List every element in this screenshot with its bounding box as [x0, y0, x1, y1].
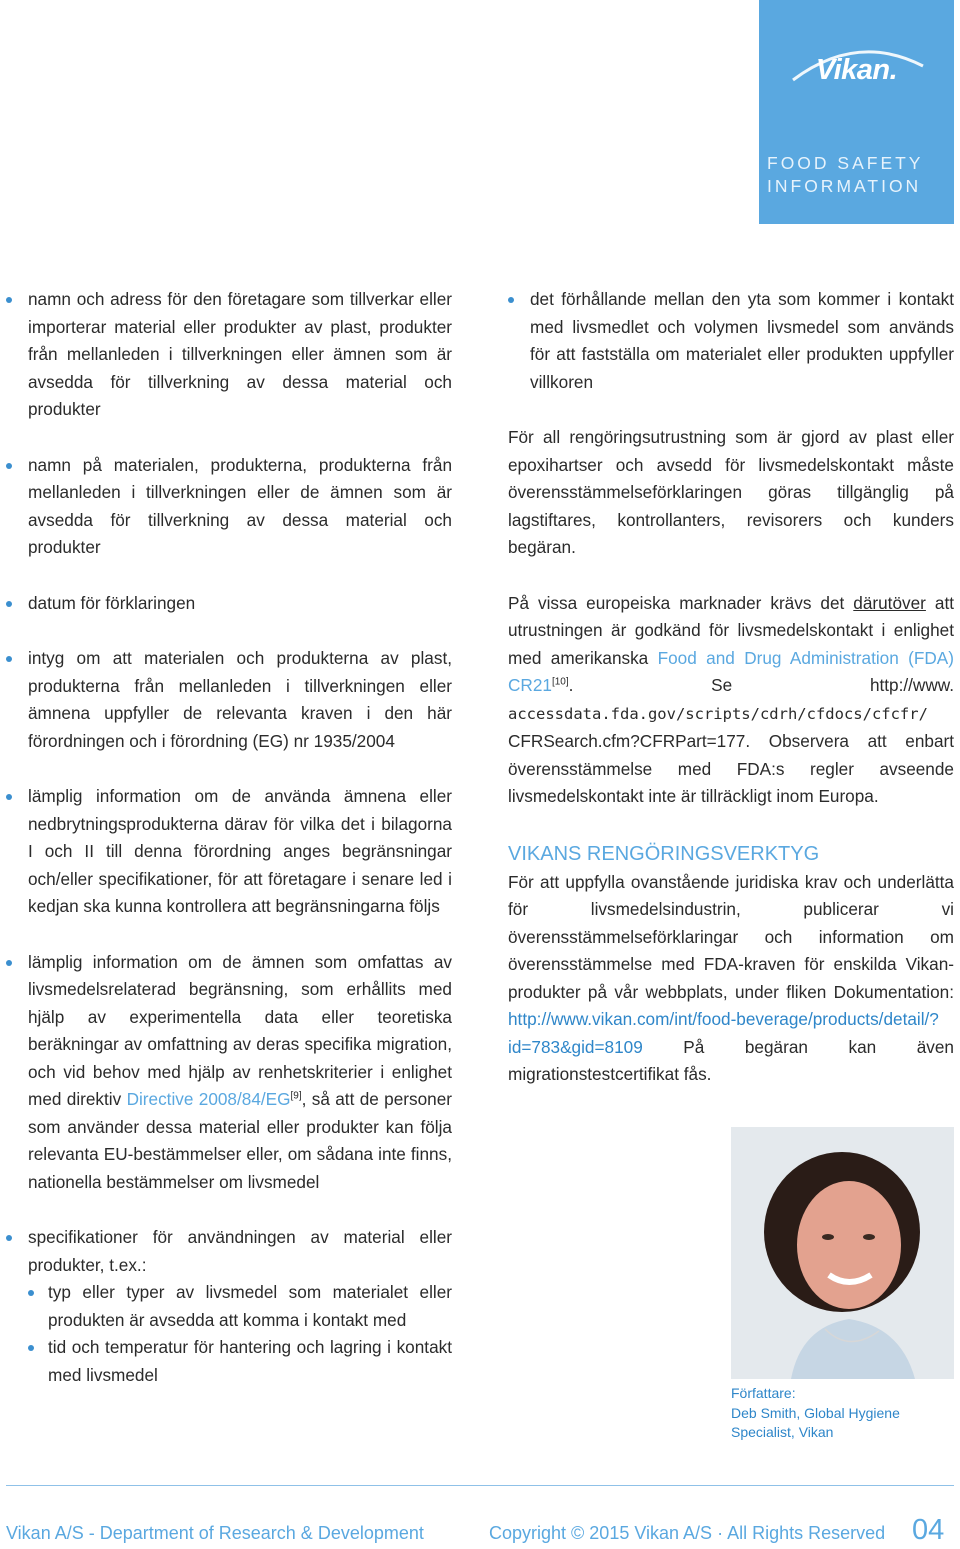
list-item	[28, 1224, 452, 1389]
paragraph	[508, 590, 954, 811]
list-item	[28, 949, 452, 1197]
vikan-logo: Vikan.	[815, 54, 898, 86]
author-label: Författare:	[731, 1385, 796, 1401]
brand-box	[759, 0, 954, 224]
footer-divider	[6, 1485, 954, 1486]
section-heading: VIKANS RENGÖRINGSVERKTYG	[508, 842, 820, 865]
list-item: namn på materialen, produkterna, produkterna från mellanleden i tillverkningen eller de ämnen som är avsedda för tillverkning av dessa material och produkter	[28, 452, 452, 562]
paragraph-text: . Se	[568, 675, 870, 695]
left-column	[28, 286, 452, 1389]
paragraph-text: att utrustningen är godkänd för livsmedelskontakt i enlighet med amerikanska	[508, 592, 954, 668]
tagline-line-1: FOOD SAFETY	[767, 153, 924, 173]
underlined-text: därutöver	[853, 592, 926, 613]
tagline-line-2: INFORMATION	[767, 176, 922, 196]
url-part[interactable]: http://www.	[869, 675, 954, 695]
url-part[interactable]: CFRSearch.cfm?CFRPart=177	[508, 731, 746, 751]
list-item: det förhållande mellan den yta som kommer i kontakt med livsmedlet och volymen livsmedel som används för att fastställa om materialet eller produkten uppfyller villkoren	[530, 286, 954, 396]
list-item: intyg om att materialen och produkterna av plast, produkterna från mellanleden i tillverkningen eller ämnena uppfyller de relevanta kraven i den här förordningen och i förordning (EG) nr 1935/2004	[28, 645, 452, 755]
footer-copyright: Copyright © 2015 Vikan A/S · All Rights Reserved	[489, 1523, 886, 1543]
paragraph	[508, 869, 954, 1089]
directive-link[interactable]: Directive 2008/84/EG	[126, 1089, 291, 1109]
list-item-text: specifikationer för användningen av material eller produkter, t.ex.:	[28, 1227, 452, 1275]
footer-department: Vikan A/S - Department of Research & Development	[6, 1523, 424, 1543]
list-item: datum för förklaringen	[28, 590, 452, 618]
paragraph: För all rengöringsutrustning som är gjord av plast eller epoxihartser och avsedd för livsmedelskontakt måste överensstämmelseförklaringen göras tillgänglig på lagstiftares, kontrollanters, revisorers och kunders begäran.	[508, 427, 954, 557]
author-name: Deb Smith, Global Hygiene	[731, 1404, 900, 1421]
footnote-ref: [10]	[551, 676, 569, 688]
sub-list-item: typ eller typer av livsmedel som materialet eller produkten är avsedda att komma i kontakt med	[28, 1279, 452, 1334]
sub-list-item: tid och temperatur för hantering och lagring i kontakt med livsmedel	[28, 1334, 452, 1389]
brand-tagline	[767, 152, 923, 198]
paragraph-text: . Observera att enbart överensstämmelse med FDA:s regler avseende livsmedelskontakt inte är tillräckligt inom Europa.	[508, 731, 954, 806]
vikan-products-link[interactable]: http://www.vikan.com/int/food-beverage/products/detail/?id=783&gid=8109	[508, 1009, 939, 1057]
paragraph-text: För att uppfylla ovanstående juridiska krav och underlätta för livsmedelsindustrin, publicerar vi överensstämmelseförklaringar och information om överensstämmelse med FDA-kraven för enskilda Vikan-produkter på vår webbplats, under fliken Dokumentation:	[508, 871, 954, 1002]
footnote-ref: [9]	[290, 1090, 302, 1102]
author-role: Specialist, Vikan	[731, 1424, 834, 1440]
portrait-image	[731, 1127, 954, 1379]
list-item-text: , så att de personer som använder dessa material eller produkter kan följa relevanta EU-bestämmelser eller, om sådana inte finns, nationella bestämmelser om livsmedel	[28, 1089, 452, 1192]
paragraph-text: På begäran kan även migrationstestcertifikat fås.	[508, 1036, 954, 1084]
author-caption	[731, 1384, 900, 1443]
url-part[interactable]: accessdata.fda.gov/scripts/cdrh/cfdocs/cfcfr/	[508, 704, 928, 723]
list-item: lämplig information om de använda ämnena eller nedbrytningsprodukterna därav för vilka det i bilagorna I och II till denna förordning anges begränsningar och/eller specifikationer, för att företagare i senare led i kedjan ska kunna kontrollera att begränsningarna följs	[28, 783, 452, 921]
right-column	[508, 286, 954, 1089]
list-item-text: lämplig information om de ämnen som omfattas av livsmedelsrelaterad begränsning, som erhållits med hjälp av experimentella data eller teoretiska beräkningar av omfattning av deras specifika migration, och vid behov med hjälp av renhetskriterier i enlighet med direktiv	[28, 951, 452, 1109]
author-photo	[731, 1127, 954, 1379]
list-item: namn och adress för den företagare som tillverkar eller importerar material eller produkter av plast, produkter från mellanleden i tillverkningen eller ämnen som är avsedda för tillverkning av dessa material och produkter	[28, 286, 452, 424]
paragraph-text: På vissa europeiska marknader krävs det	[508, 592, 854, 613]
page-number: 04	[912, 1514, 945, 1546]
fda-link[interactable]: Food and Drug Administration (FDA) CR21	[508, 647, 954, 695]
